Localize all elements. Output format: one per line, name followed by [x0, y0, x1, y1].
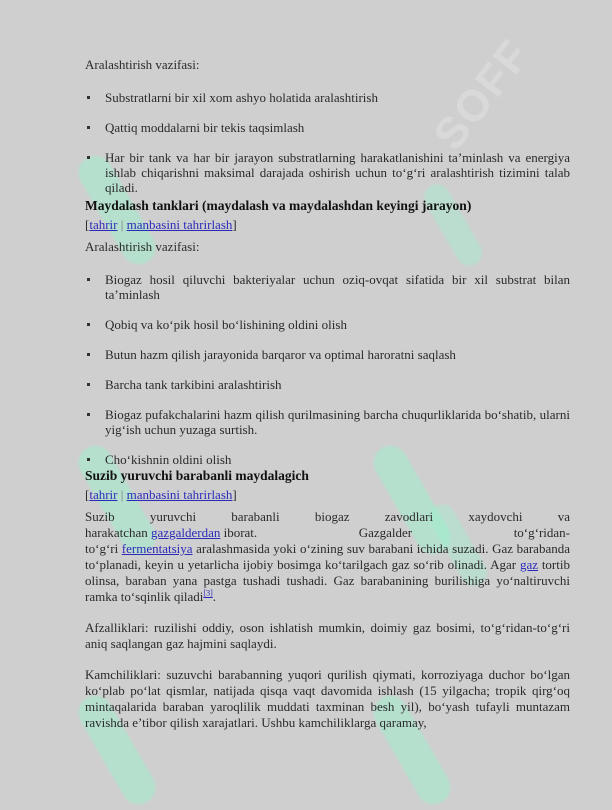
list-item: Biogaz pufakchalarini hazm qilish qurilmasining barcha chuqurliklarida bo‘shatib, ularni yig‘ish uchun yuzaga surtish.: [85, 407, 570, 437]
list-item: Biogaz hosil qiluvchi bakteriyalar uchun oziq-ovqat sifatida bir xil substrat bilan ta’minlash: [85, 272, 570, 302]
bullet-list: [85, 272, 570, 467]
text-fragment: Gazgalder: [358, 525, 413, 540]
paragraph-line: [85, 525, 570, 541]
paragraph-body: [85, 541, 570, 605]
edit-link[interactable]: tahrir: [89, 217, 118, 232]
list-item: Qobiq va ko‘pik hosil bo‘lishining oldini olish: [85, 317, 570, 332]
list-item: Barcha tank tarkibini aralashtirish: [85, 377, 570, 392]
bracket-close: ]: [232, 487, 237, 502]
edit-link[interactable]: tahrir: [89, 487, 118, 502]
link-separator: |: [117, 487, 127, 502]
edit-links: [85, 216, 570, 233]
section-intro: Aralashtirish vazifasi:: [85, 239, 200, 254]
paragraph-line: Suzib yuruvchi barabanli biogaz zavodlari xaydovchi va: [85, 509, 570, 524]
bullet-list: [85, 90, 570, 195]
list-item: Har bir tank va har bir jarayon substratlarning harakatlanishini ta’minlash va energiya ishlab chiqarishni maksimal darajada oshirish uchun to‘g‘ri aralashtirish tizimini talab qiladi.: [85, 150, 570, 195]
list-item: Qattiq moddalarni bir tekis taqsimlash: [85, 120, 570, 135]
text-fragment: aralashmasida yoki o‘zining suv barabani ichida suzadi. Gaz barabanda to‘planadi, keyin u yetarlicha ijobiy bosimga ko‘tarilgach gaz so‘rib olinadi. Agar: [85, 541, 570, 572]
text-fragment: to‘g‘ridan-: [513, 525, 570, 540]
text-fragment: to‘g‘ri: [85, 541, 122, 556]
text-fragment: .: [212, 589, 216, 604]
section-heading: Maydalash tanklari (maydalash va maydalashdan keyingi jarayon): [85, 198, 472, 213]
list-item: Butun hazm qilish jarayonida barqaror va optimal haroratni saqlash: [85, 347, 570, 362]
line-text: [85, 525, 257, 541]
section-heading: Suzib yuruvchi barabanli maydalagich: [85, 468, 309, 483]
watermark-text: SOFF: [424, 30, 541, 160]
advantages-paragraph: Afzalliklari: ruzilishi oddiy, oson ishlatish mumkin, doimiy gaz bosimi, to‘g‘ridan-to‘g‘ri aniq saqlangan gaz hajmini saqlaydi.: [85, 620, 570, 651]
gazgalderdan-link[interactable]: gazgalderdan: [151, 525, 221, 540]
bracket-open: [: [85, 217, 90, 232]
text-fragment: harakatchan: [85, 525, 152, 540]
link-separator: |: [117, 217, 127, 232]
fermentatsiya-link[interactable]: fermentatsiya: [121, 541, 193, 556]
disadvantages-paragraph: Kamchiliklari: suzuvchi barabanning yuqori qurilish qiymati, korroziyaga duchor bo‘lgan ko‘plab po‘lat qismlar, natijada qisqa vaqt davomida ishlash (15 yilgacha; tropik qirg‘oq mintaqalarida baraban yaroqlilik muddati taxminan besh yil), bo‘yash tufayli muntazam ravishda e’tibor qilish xarajatlari. Ushbu kamchiliklarga qaramay,: [85, 667, 570, 730]
document-page: [85, 57, 570, 731]
bracket-close: ]: [232, 217, 237, 232]
edit-source-link[interactable]: manbasini tahrirlash: [126, 217, 233, 232]
description-paragraph: [85, 509, 570, 605]
text-fragment: tortib olinsa, baraban yana pastga tushadi tushadi. Gaz barabanining burilishiga yo‘naltiruvchi ramka to‘sqinlik qiladi: [85, 557, 570, 604]
edit-links: [85, 486, 570, 503]
text-fragment: iborat.: [220, 525, 258, 540]
bracket-open: [: [85, 487, 90, 502]
list-item: Cho‘kishnin oldini olish: [85, 452, 570, 467]
gaz-link[interactable]: gaz: [519, 557, 538, 572]
section-intro: Aralashtirish vazifasi:: [85, 57, 200, 72]
footnote-link[interactable]: [3]: [203, 588, 213, 598]
list-item: Substratlarni bir xil xom ashyo holatida aralashtirish: [85, 90, 570, 105]
edit-source-link[interactable]: manbasini tahrirlash: [126, 487, 233, 502]
